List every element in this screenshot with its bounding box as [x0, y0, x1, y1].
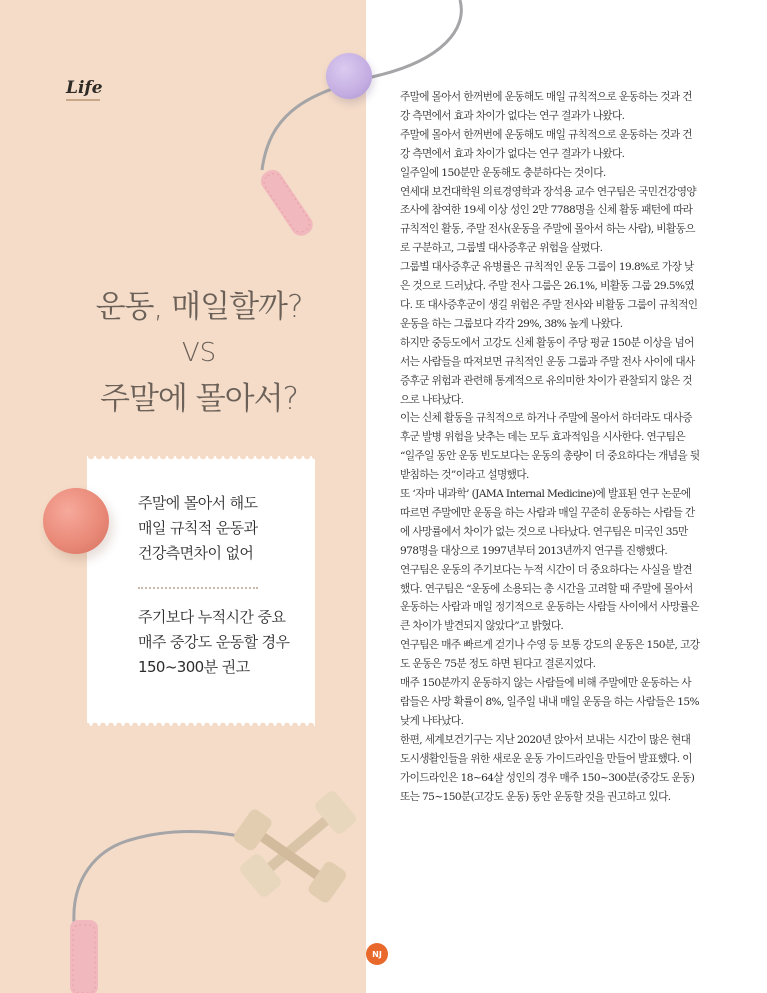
body-paragraph: 연세대 보건대학원 의료경영학과 장석용 교수 연구팀은 국민건강영양조사에 참여한 19세 이상 성인 2만 7788명을 신체 활동 패턴에 따라 규칙적인 활동, 주말 전사(운동을 주말에 몰아서 하는 사람), 비활동으로 구분하고, 그룹별 대사증후군 위험을 살폈다.: [400, 185, 696, 255]
jump-rope-handle-bottom: [70, 920, 98, 993]
callout-summary-first: [138, 491, 310, 566]
body-paragraph: 연구팀은 매주 빠르게 걷기나 수영 등 보통 강도의 운동은 150분, 고강도 운동은 75분 정도 하면 된다고 결론지었다.: [400, 639, 700, 671]
dumbbells-illustration: [228, 774, 368, 914]
body-paragraph: 매주 150분까지 운동하지 않는 사람들에 비해 주말에만 운동하는 사람들은 사망 확률이 8%, 일주일 내내 매일 운동을 하는 사람들은 15% 낮게 나타났다.: [400, 677, 699, 727]
body-paragraph: 연구팀은 운동의 주기보다는 누적 시간이 더 중요하다는 사실을 발견했다. 연구팀은 “운동에 소용되는 총 시간을 고려할 때 주말에 몰아서 운동하는 사람과 매일 정기적으로 운동하는 사람들 사이에서 사망률은 큰 차이가 발견되지 않았다”고 밝혔다.: [400, 563, 699, 633]
callout-line: 150~300분 권고: [138, 658, 250, 676]
headline-line-3: 주말에 몰아서?: [100, 381, 298, 417]
body-paragraph: 하지만 중등도에서 고강도 신체 활동이 주당 평균 150분 이상을 넘어서는 사람들을 따져보면 규칙적인 운동 그룹과 주말 전사 사이에 대사증후군 위험과 관련해 통계적으로 유의미한 차이가 관찰되지 않은 것으로 나타났다.: [400, 336, 695, 406]
jump-rope-handle-top: [257, 166, 317, 240]
callout-line: 건강측면차이 없어: [138, 544, 254, 562]
article-body: [400, 88, 700, 806]
coral-ball-decoration: [43, 488, 109, 554]
section-label-underline: [66, 99, 100, 101]
body-paragraph: 또 ‘자마 내과학’ (JAMA Internal Medicine)에 발표된 연구 논문에 따르면 주말에만 운동을 하는 사람과 매일 꾸준히 운동하는 사람들 간에 사망률에서 차이가 없는 것으로 나타났다. 연구팀은 미국인 35만 978명을 대상으로 1997년부터 2013년까지 연구를 진행했다.: [400, 488, 695, 557]
callout-line: 매주 중강도 운동할 경우: [138, 633, 290, 651]
callout-note: [87, 456, 315, 726]
lilac-ball-decoration: [326, 53, 372, 99]
body-paragraph: 이는 신체 활동을 규칙적으로 하거나 주말에 몰아서 하더라도 대사증후군 발병 위험을 낮추는 데는 모두 효과적임을 시사한다. 연구팀은 “일주일 동안 운동 빈도보다는 운동의 총량이 더 중요하다는 개념을 뒷받침하는 것”이라고 설명했다.: [400, 412, 700, 482]
jump-rope-cord-bottom: [74, 832, 250, 923]
callout-summary-second: [138, 605, 310, 680]
body-paragraph: 주말에 몰아서 한꺼번에 운동해도 매일 규칙적으로 운동하는 것과 건강 측면에서 효과 차이가 없다는 연구 결과가 나왔다.: [400, 91, 692, 122]
callout-dotted-divider: [138, 587, 258, 589]
callout-line: 매일 규칙적 운동과: [138, 519, 258, 537]
headline-vs: VS: [181, 338, 217, 368]
section-label: Life: [66, 78, 103, 98]
body-paragraph: 한편, 세계보건기구는 지난 2020년 앉아서 보내는 시간이 많은 현대 도시생활인들을 위한 새로운 운동 가이드라인을 만들어 발표했다. 이 가이드라인은 18~64살 성인의 경우 매주 150~300분(중강도 운동) 또는 75~150분(고강도 운동) 동안 운동할 것을 권고하고 있다.: [400, 733, 695, 803]
headline-line-1: 운동, 매일할까?: [95, 289, 303, 325]
body-paragraph: 주말에 몰아서 한꺼번에 운동해도 매일 규칙적으로 운동하는 것과 건강 측면에서 효과 차이가 없다는 연구 결과가 나왔다.: [400, 128, 692, 160]
callout-line: 주기보다 누적시간 중요: [138, 608, 286, 626]
page-badge: NJ: [366, 943, 388, 965]
note-perforated-edge-bottom: [87, 720, 315, 726]
callout-line: 주말에 몰아서 해도: [138, 494, 258, 512]
note-perforated-edge-top: [87, 456, 315, 462]
headline: [60, 282, 338, 424]
body-paragraph: 일주일에 150분만 운동해도 충분하다는 것이다.: [400, 166, 606, 179]
body-paragraph: 그룹별 대사증후군 유병률은 규칙적인 운동 그룹이 19.8%로 가장 낮은 것으로 드러났다. 주말 전사 그룹은 26.1%, 비활동 그룹 29.5%였다. 또 대사증후군이 생길 위험은 주말 전사와 비활동 그룹이 규칙적인 운동을 하는 그룹보다 각각 29%, 38% 높게 나왔다.: [400, 261, 698, 330]
